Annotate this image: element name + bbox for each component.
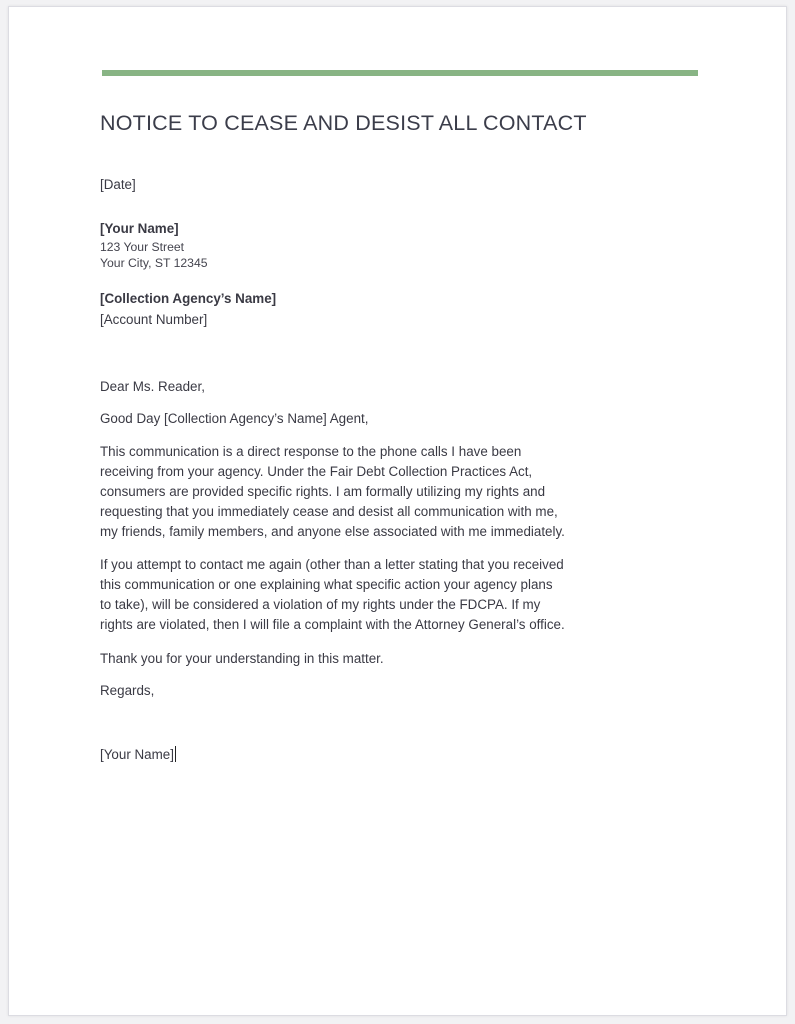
sender-city: Your City, ST 12345 — [100, 255, 208, 270]
paragraph-line: requesting that you immediately cease and desist all communication with me, — [100, 504, 558, 519]
paragraph-line: This communication is a direct response to the phone calls I have been — [100, 444, 522, 459]
greeting: Good Day [Collection Agency’s Name] Agent, — [100, 411, 369, 426]
document-title: NOTICE TO CEASE AND DESIST ALL CONTACT — [100, 111, 587, 135]
paragraph-1 — [100, 442, 565, 542]
paragraph-line: receiving from your agency. Under the Fair Debt Collection Practices Act, — [100, 464, 533, 479]
salutation: Dear Ms. Reader, — [100, 379, 205, 394]
paragraph-line: rights are violated, then I will file a complaint with the Attorney General’s office. — [100, 617, 565, 632]
paragraph-line: consumers are provided specific rights. I am formally utilizing my rights and — [100, 484, 546, 499]
sender-name: [Your Name] — [100, 221, 179, 236]
closing: Regards, — [100, 683, 155, 698]
thanks-line: Thank you for your understanding in this matter. — [100, 651, 384, 666]
document-page[interactable] — [8, 6, 787, 1016]
sender-street: 123 Your Street — [100, 240, 185, 254]
recipient-agency-name: [Collection Agency’s Name] — [100, 291, 277, 306]
signature-line[interactable] — [100, 745, 176, 765]
recipient-account-number: [Account Number] — [100, 312, 208, 327]
accent-bar — [102, 70, 698, 76]
paragraph-line: my friends, family members, and anyone else associated with me immediately. — [100, 524, 565, 539]
paragraph-line: this communication or one explaining what specific action your agency plans — [100, 577, 553, 592]
date-field: [Date] — [100, 177, 136, 192]
paragraph-2 — [100, 555, 565, 635]
paragraph-line: If you attempt to contact me again (other than a letter stating that you received — [100, 557, 564, 572]
sender-address — [100, 240, 208, 271]
text-cursor — [175, 746, 177, 762]
signature-name: [Your Name] — [100, 747, 174, 762]
paragraph-line: to take), will be considered a violation of my rights under the FDCPA. If my — [100, 597, 541, 612]
